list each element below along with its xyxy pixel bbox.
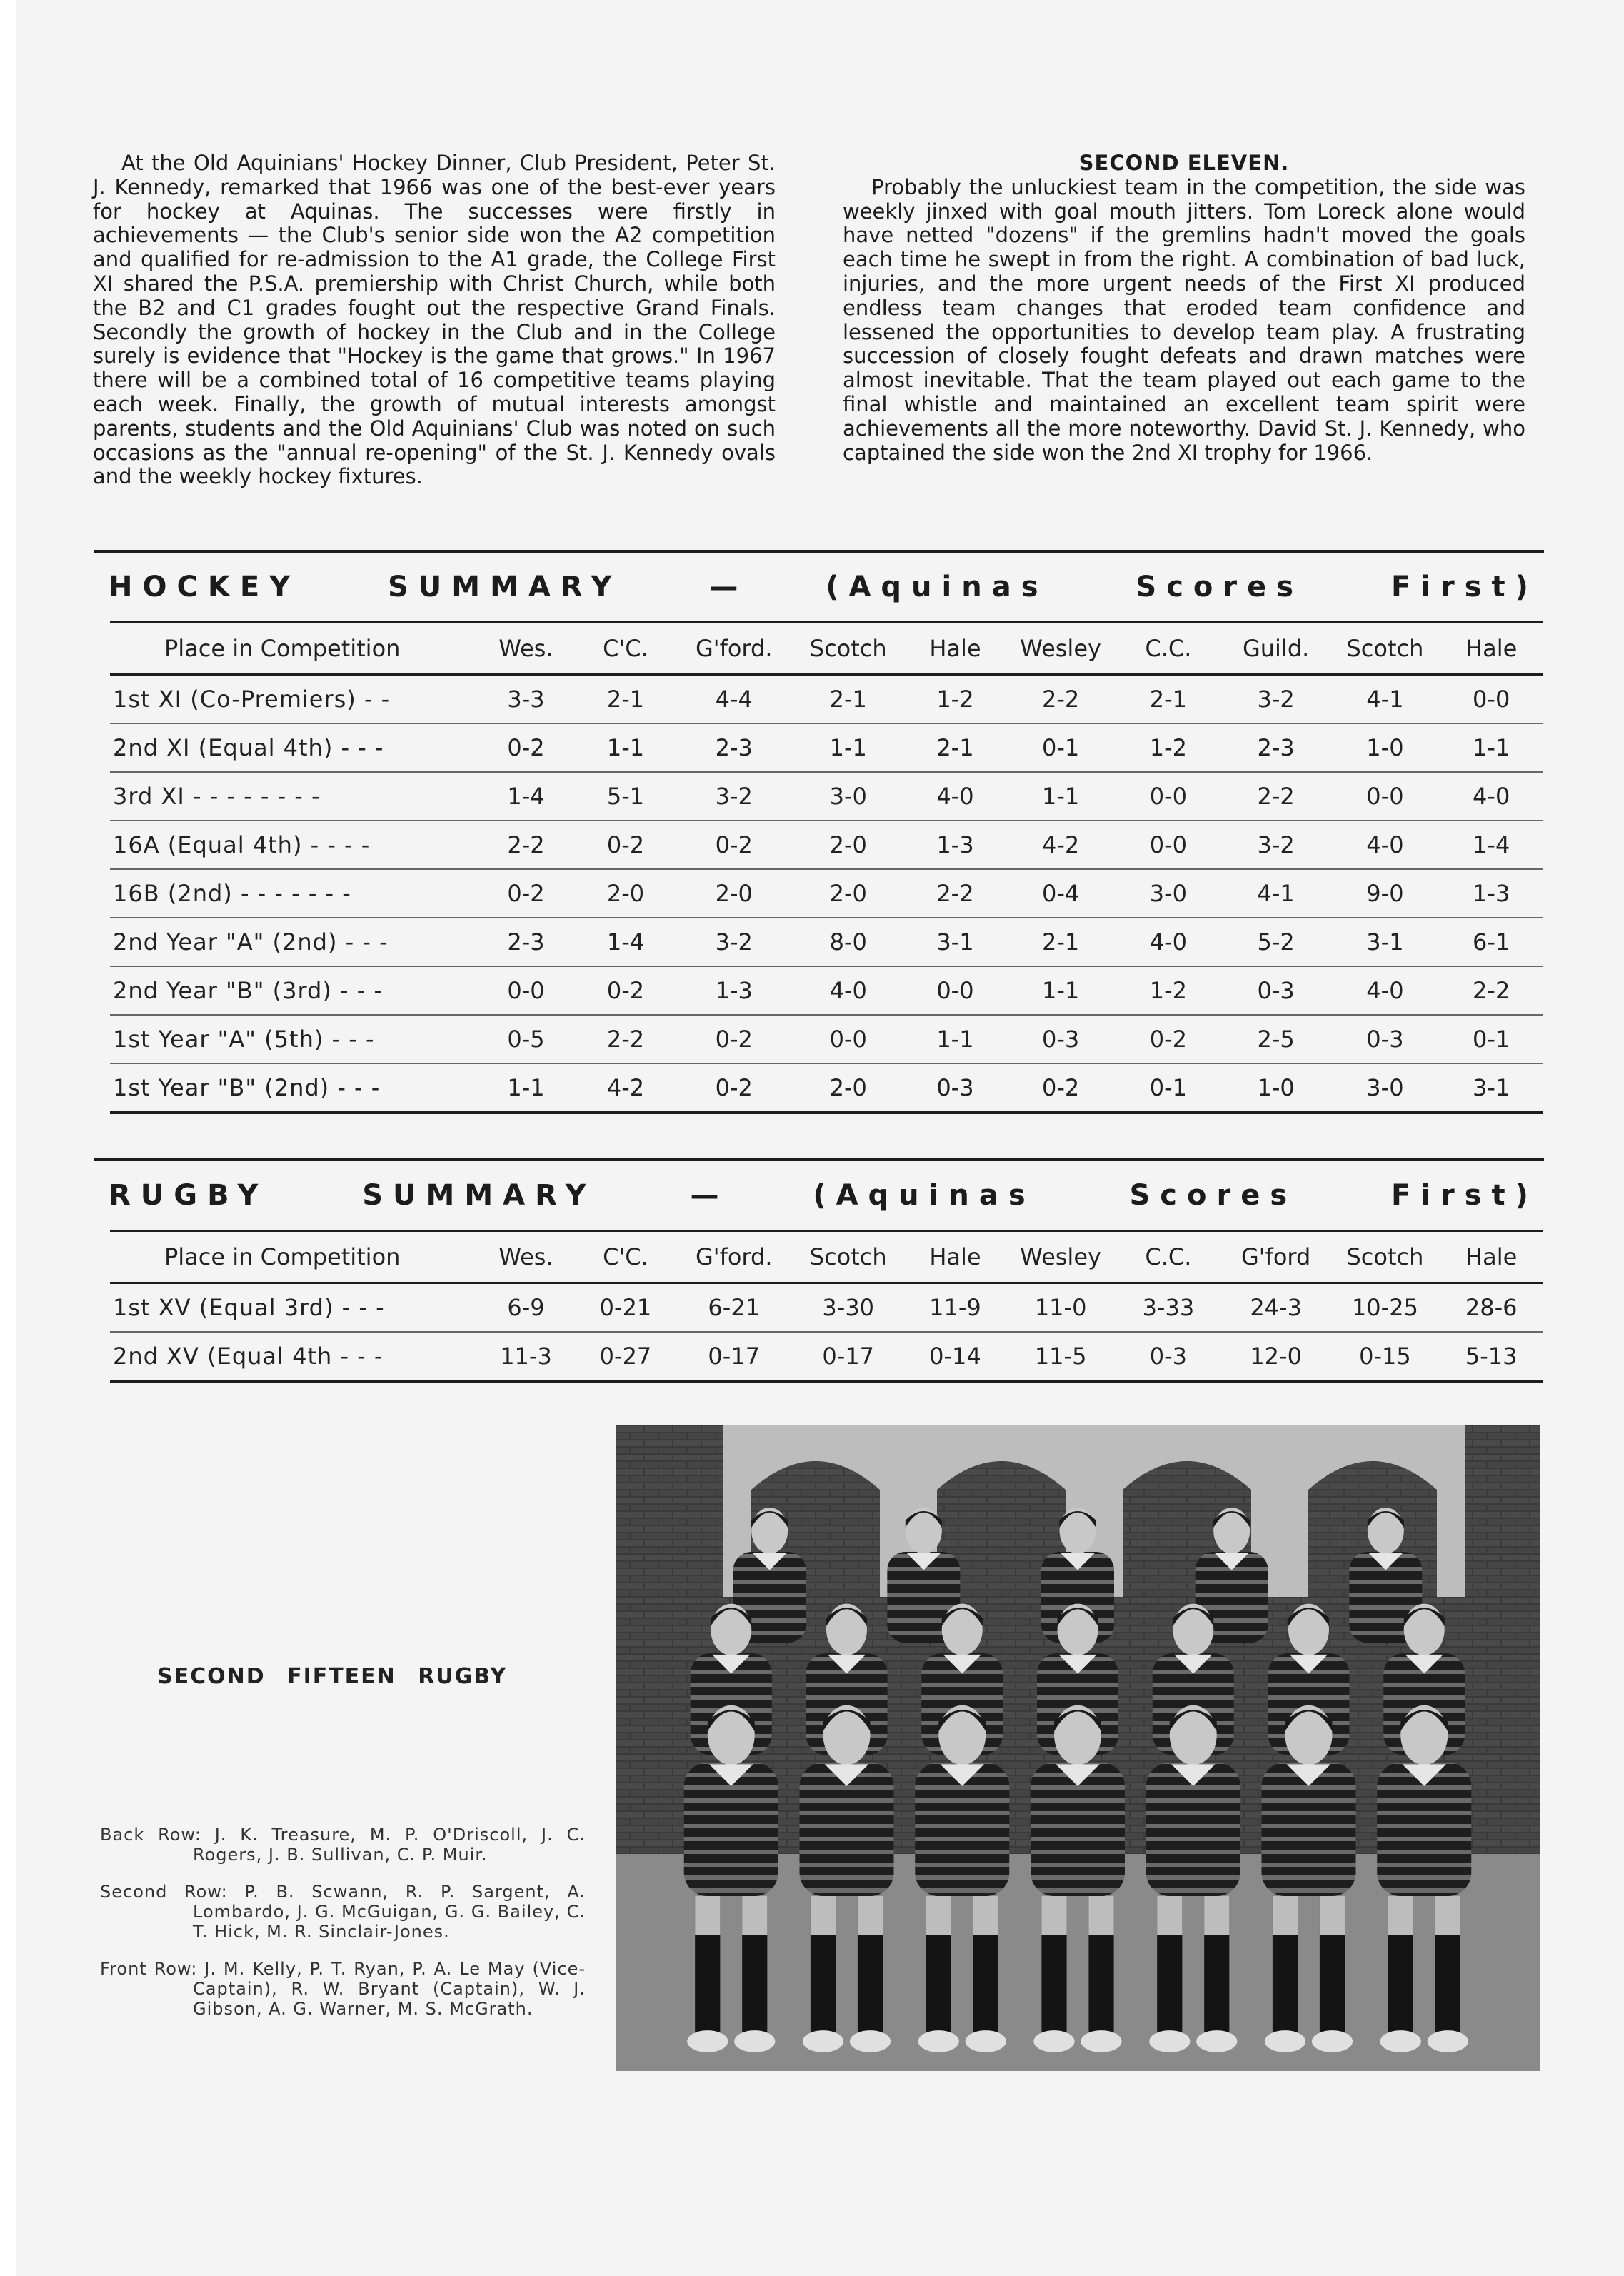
team-place-cell: 1st Year "B" (2nd) - - - [113,1074,381,1101]
column-header: Wesley [1020,1243,1101,1270]
score-cell: 4-0 [1473,783,1510,810]
title-first: First) [1390,1179,1538,1212]
score-cell: 2-2 [507,831,545,858]
score-cell: 1-1 [829,734,867,761]
rugby-summary [94,1158,1544,1383]
score-cell: 4-1 [1366,686,1404,713]
column-header: Scotch [1346,1243,1424,1270]
score-cell: 1-0 [1366,734,1404,761]
column-header: Wes. [498,1243,553,1270]
score-cell: 0-21 [599,1294,652,1321]
score-cell: 2-1 [1149,686,1187,713]
score-cell: 0-0 [1149,783,1187,810]
rugby-row [110,1332,1543,1381]
score-cell: 2-5 [1257,1026,1295,1053]
score-cell: 0-2 [715,1074,753,1101]
team-place-cell: 2nd XI (Equal 4th) - - - [113,734,384,761]
score-cell: 2-1 [1041,928,1080,956]
score-cell: 0-3 [1149,1343,1187,1370]
hockey-row [110,1015,1543,1063]
column-header: G'ford. [695,635,773,662]
score-cell: 2-2 [606,1026,645,1053]
title-dash: — [709,571,738,603]
score-cell: 1-4 [606,928,645,956]
score-cell: 0-3 [1366,1026,1404,1053]
column-header: Scotch [1346,635,1424,662]
score-cell: 2-0 [829,831,867,858]
score-cell: 0-14 [929,1343,981,1370]
score-cell: 0-2 [1041,1074,1080,1101]
score-cell: 0-2 [606,831,645,858]
hockey-dinner-column [93,151,776,489]
column-header: Hale [929,635,981,662]
score-cell: 0-2 [715,831,753,858]
score-cell: 1-3 [936,831,974,858]
score-cell: 5-1 [606,783,645,810]
column-header: G'ford. [695,1243,773,1270]
score-cell: 0-27 [599,1343,652,1370]
hockey-summary [94,550,1544,1114]
score-cell: 1-1 [507,1074,545,1101]
score-cell: 1-3 [1473,880,1510,907]
score-cell: 4-0 [936,783,974,810]
score-cell: 3-2 [1257,831,1295,858]
title-dash: — [690,1179,719,1212]
score-cell: 4-2 [606,1074,645,1101]
caption-front-row: Front Row: J. M. Kelly, P. T. Ryan, P. A. Le May (Vice-Captain), R. W. Bryant (Captain), W. J. Gibson, A. G. Warner, M. S. McGrath. [100,1959,586,2019]
score-cell: 6-21 [708,1294,761,1321]
score-cell: 3-0 [1149,880,1187,907]
score-cell: 0-17 [708,1343,761,1370]
hockey-row [110,723,1543,772]
score-cell: 1-4 [507,783,545,810]
score-cell: 2-2 [1257,783,1295,810]
hockey-row [110,1063,1543,1113]
team-photograph [616,1425,1540,2071]
score-cell: 4-0 [829,977,867,1004]
score-cell: 1-1 [606,734,645,761]
score-cell: 1-1 [1473,734,1510,761]
score-cell: 1-1 [1041,977,1080,1004]
summary-title-word: SUMMARY [388,571,622,603]
column-header: Wesley [1020,635,1101,662]
score-cell: 9-0 [1366,880,1404,907]
score-cell: 0-2 [507,880,545,907]
column-header: Hale [1465,635,1518,662]
column-header: Place in Competition [164,1243,401,1270]
score-cell: 0-0 [936,977,974,1004]
team-place-cell: 2nd XV (Equal 4th - - - [113,1343,384,1370]
column-header: Wes. [498,635,553,662]
score-cell: 6-9 [507,1294,545,1321]
score-cell: 4-1 [1257,880,1295,907]
column-header: C.C. [1145,635,1192,662]
score-cell: 2-1 [829,686,867,713]
team-place-cell: 3rd XI - - - - - - - - [113,783,321,810]
score-cell: 0-2 [507,734,545,761]
yearbook-page [16,0,1624,2276]
score-cell: 0-2 [606,977,645,1004]
score-cell: 10-25 [1351,1294,1418,1321]
score-cell: 0-3 [936,1074,974,1101]
team-photo-drawing [616,1425,1540,2071]
score-cell: 2-2 [1473,977,1510,1004]
column-header: C'C. [603,1243,648,1270]
score-cell: 2-3 [715,734,753,761]
score-cell: 11-0 [1034,1294,1087,1321]
score-cell: 0-0 [829,1026,867,1053]
score-cell: 0-3 [1041,1026,1080,1053]
second-eleven-paragraph: Probably the unluckiest team in the competition, the side was weekly jinxed with goal mouth jitters. Tom Loreck alone would have netted "dozens" if the gremlins hadn't moved the goals each time he swept in from the right. A combination of bad luck, injuries, and the more urgent needs of the First XI produced endless team changes that eroded team confidence and lessened the opportunities to develop team play. A frustrating succession of closely fought defeats and drawn matches were almost inevitable. That the team played out each game to the final whistle and maintained an excellent team spirit were achievements all the more noteworthy. David St. J. Kennedy, who captained the side won the 2nd XI trophy for 1966. [843,174,1525,465]
team-place-cell: 1st XV (Equal 3rd) - - - [113,1294,385,1321]
title-aquinas: (Aquinas [813,1179,1036,1212]
score-cell: 1-1 [1041,783,1080,810]
column-header: Guild. [1242,635,1310,662]
hockey-row [110,821,1543,869]
score-cell: 24-3 [1250,1294,1302,1321]
score-cell: 1-4 [1473,831,1510,858]
title-first: First) [1390,571,1538,603]
hockey-results-table [110,621,1543,1114]
score-cell: 4-0 [1366,977,1404,1004]
score-cell: 4-0 [1366,831,1404,858]
score-cell: 3-3 [507,686,545,713]
score-cell: 0-0 [1473,686,1510,713]
team-place-cell: 1st Year "A" (5th) - - - [113,1026,375,1053]
score-cell: 11-5 [1034,1343,1087,1370]
score-cell: 0-5 [507,1026,545,1053]
score-cell: 2-3 [1257,734,1295,761]
score-cell: 2-1 [606,686,645,713]
score-cell: 4-2 [1041,831,1080,858]
score-cell: 0-1 [1149,1074,1187,1101]
score-cell: 2-0 [715,880,753,907]
score-cell: 0-1 [1473,1026,1510,1053]
hockey-row [110,918,1543,966]
score-cell: 1-2 [1149,734,1187,761]
column-header: Scotch [809,635,887,662]
score-cell: 4-0 [1149,928,1187,956]
score-cell: 1-3 [715,977,753,1004]
caption-second-row: Second Row: P. B. Scwann, R. P. Sargent, A. Lombardo, J. G. McGuigan, G. G. Bailey, C. T. Hick, M. R. Sinclair-Jones. [100,1882,586,1942]
score-cell: 0-0 [1149,831,1187,858]
score-cell: 0-2 [1149,1026,1187,1053]
score-cell: 4-4 [715,686,753,713]
score-cell: 3-33 [1142,1294,1195,1321]
hockey-summary-title [94,553,1544,621]
score-cell: 6-1 [1473,928,1510,956]
team-place-cell: 16A (Equal 4th) - - - - [113,831,371,858]
score-cell: 11-9 [929,1294,981,1321]
column-header: G'ford [1240,1243,1311,1270]
score-cell: 2-0 [829,1074,867,1101]
score-cell: 1-0 [1257,1074,1295,1101]
score-cell: 3-0 [1366,1074,1404,1101]
score-cell: 5-13 [1465,1343,1518,1370]
hockey-title-word: HOCKEY [109,571,301,603]
rugby-row [110,1283,1543,1333]
score-cell: 0-3 [1257,977,1295,1004]
column-header: C.C. [1145,1243,1192,1270]
score-cell: 1-2 [936,686,974,713]
score-cell: 0-15 [1359,1343,1411,1370]
score-cell: 1-1 [936,1026,974,1053]
score-cell: 5-2 [1257,928,1295,956]
score-cell: 28-6 [1465,1294,1518,1321]
score-cell: 2-0 [829,880,867,907]
column-header: Hale [1465,1243,1518,1270]
score-cell: 1-2 [1149,977,1187,1004]
score-cell: 11-3 [500,1343,552,1370]
score-cell: 0-0 [507,977,545,1004]
title-scores: Scores [1129,1179,1298,1212]
hockey-row [110,772,1543,821]
score-cell: 2-1 [936,734,974,761]
score-cell: 2-2 [936,880,974,907]
score-cell: 3-2 [715,928,753,956]
hockey-row [110,966,1543,1015]
title-scores: Scores [1136,571,1304,603]
rugby-summary-title [94,1161,1544,1230]
hockey-row [110,675,1543,724]
caption-back-row: Back Row: J. K. Treasure, M. P. O'Driscoll, J. C. Rogers, J. B. Sullivan, C. P. Muir. [100,1825,586,1865]
score-cell: 12-0 [1250,1343,1302,1370]
score-cell: 2-3 [507,928,545,956]
column-header: Scotch [809,1243,887,1270]
photo-caption [100,1825,586,2036]
hockey-row [110,869,1543,918]
score-cell: 2-0 [606,880,645,907]
second-eleven-heading: SECOND ELEVEN. [1078,151,1290,175]
title-aquinas: (Aquinas [826,571,1048,603]
score-cell: 3-0 [829,783,867,810]
score-cell: 3-30 [822,1294,875,1321]
score-cell: 3-2 [1257,686,1295,713]
rugby-results-table [110,1230,1543,1383]
hockey-header-row [110,623,1543,675]
column-header: Hale [929,1243,981,1270]
summary-title-word: SUMMARY [362,1179,596,1212]
score-cell: 0-1 [1041,734,1080,761]
score-cell: 3-1 [1366,928,1404,956]
score-cell: 2-2 [1041,686,1080,713]
score-cell: 0-17 [822,1343,875,1370]
photo-caption-title: SECOND FIFTEEN RUGBY [157,1664,508,1689]
hockey-dinner-paragraph: At the Old Aquinians' Hockey Dinner, Club President, Peter St. J. Kennedy, remarked that 1966 was one of the best-ever years for hockey at Aquinas. The successes were firstly in achievements — the Club's senior side won the A2 competition and qualified for re-admission to the A1 grade, the College First XI shared the P.S.A. premiership with Christ Church, while both the B2 and C1 grades fought out the respective Grand Finals. Secondly the growth of hockey in the Club and in the College surely is evidence that "Hockey is the game that grows." In 1967 there will be a combined total of 16 competitive teams playing each week. Finally, the growth of mutual interests amongst parents, students and the Old Aquinians' Club was noted on such occasions as the "annual re-opening" of the St. J. Kennedy ovals and the weekly hockey fixtures. [93,151,776,489]
team-place-cell: 2nd Year "A" (2nd) - - - [113,928,389,956]
team-place-cell: 16B (2nd) - - - - - - - [113,880,351,907]
rugby-header-row [110,1231,1543,1283]
score-cell: 3-2 [715,783,753,810]
team-place-cell: 2nd Year "B" (3rd) - - - [113,977,383,1004]
score-cell: 0-2 [715,1026,753,1053]
column-header: C'C. [603,635,648,662]
score-cell: 3-1 [936,928,974,956]
score-cell: 0-0 [1366,783,1404,810]
score-cell: 0-4 [1041,880,1080,907]
team-place-cell: 1st XI (Co-Premiers) - - [113,686,391,713]
score-cell: 8-0 [829,928,867,956]
rugby-title-word: RUGBY [109,1179,269,1212]
score-cell: 3-1 [1473,1074,1510,1101]
second-eleven-column [843,151,1525,465]
column-header: Place in Competition [164,635,401,662]
